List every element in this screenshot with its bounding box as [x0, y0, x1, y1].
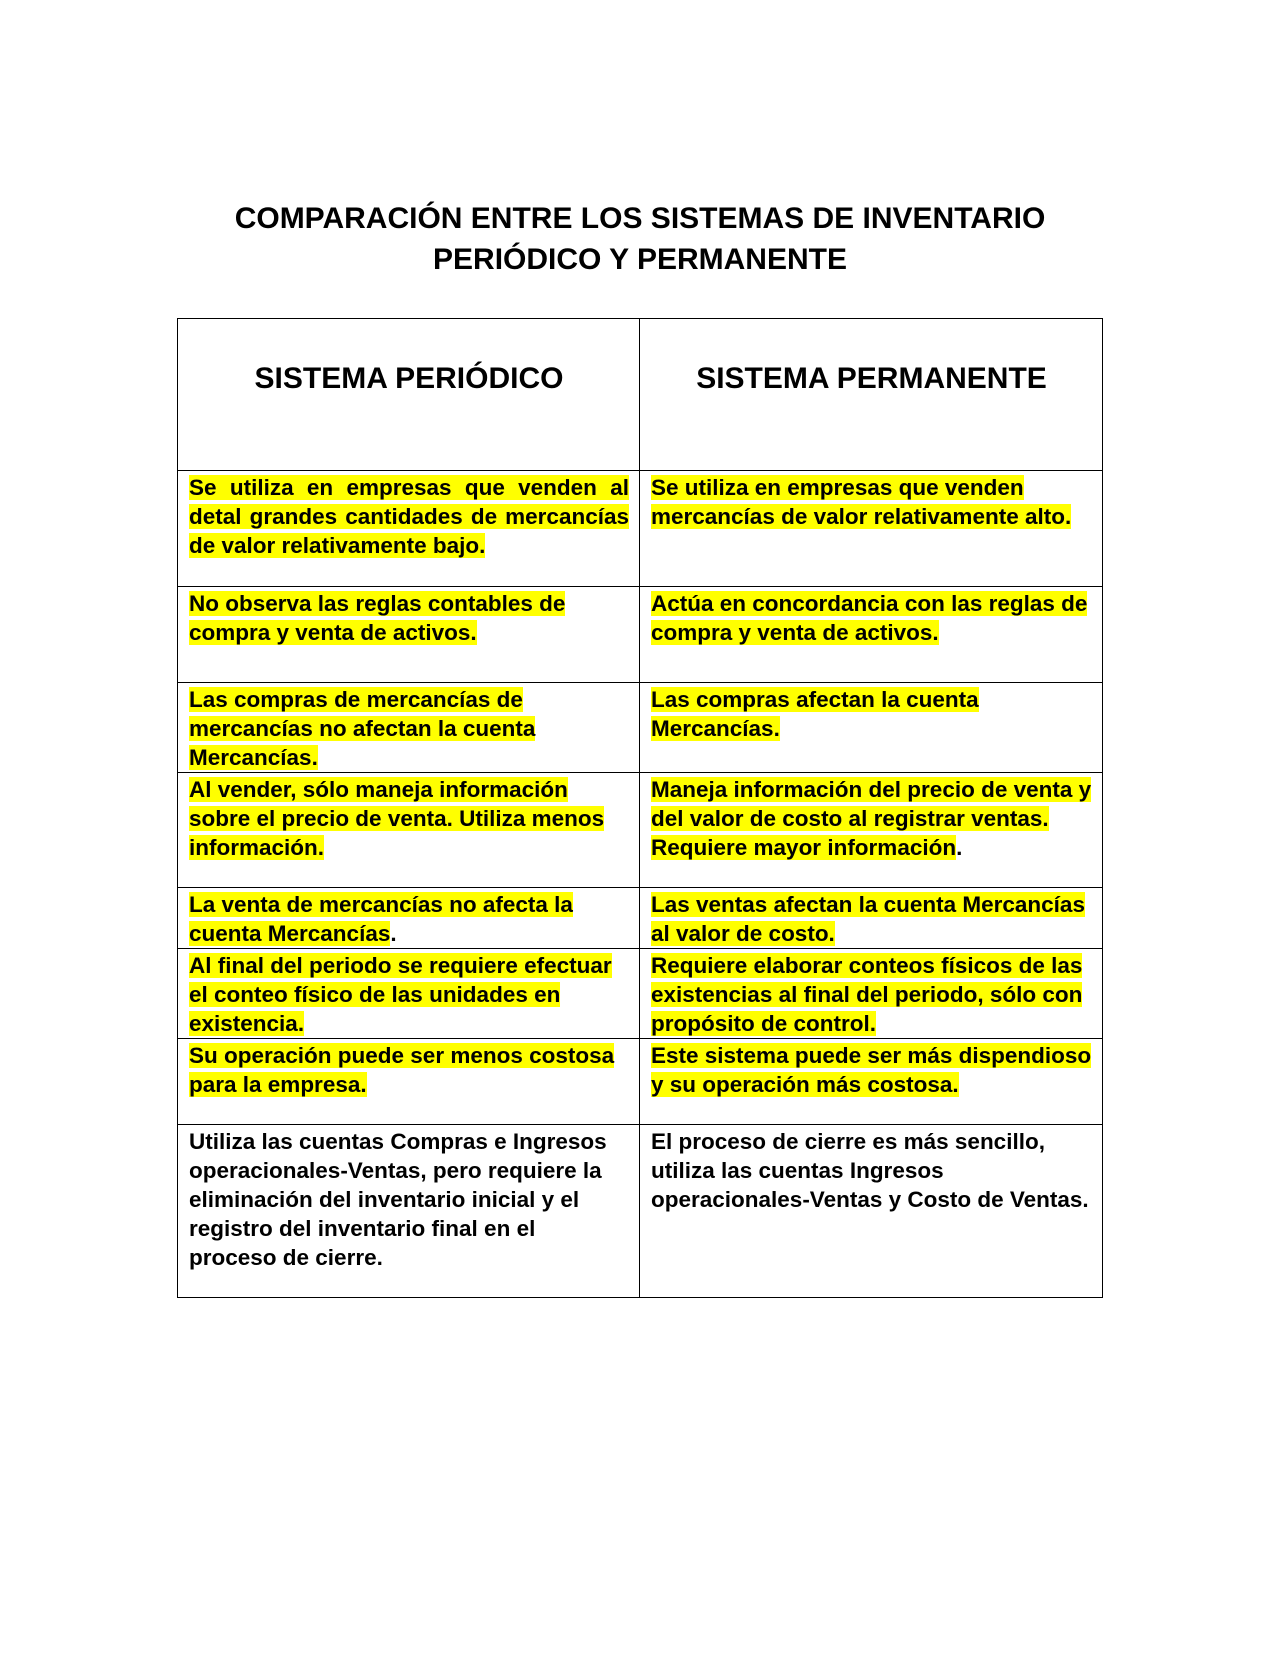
cell-periodico [178, 1125, 640, 1298]
cell-text: Al vender, sólo maneja información sobre el precio de venta. Utiliza menos información. [189, 777, 605, 860]
cell-text: Se utiliza en empresas que venden mercancías de valor relativamente alto. [651, 475, 1072, 529]
cell-text: Las compras de mercancías de mercancías no afectan la cuenta Mercancías. [189, 687, 536, 770]
comparison-table [177, 318, 1103, 1298]
header-periodico: SISTEMA PERIÓDICO [178, 319, 640, 471]
cell-text: Actúa en concordancia con las reglas de compra y venta de activos. [651, 591, 1088, 645]
cell-periodico [178, 773, 640, 888]
cell-text: Se utiliza en empresas que venden al detal grandes cantidades de mercancías de valor relativamente bajo. [189, 475, 629, 558]
cell-text: Las ventas afectan la cuenta Mercancías al valor de costo. [651, 892, 1085, 946]
cell-text: Su operación puede ser menos costosa para la empresa. [189, 1043, 615, 1097]
cell-periodico [178, 471, 640, 587]
cell-periodico [178, 587, 640, 683]
cell-text: El proceso de cierre es más sencillo, utiliza las cuentas Ingresos operacionales-Ventas y Costo de Ventas. [651, 1129, 1089, 1212]
cell-permanente [640, 773, 1103, 888]
cell-text: Al final del periodo se requiere efectuar el conteo físico de las unidades en existencia. [189, 953, 612, 1036]
cell-text: Las compras afectan la cuenta Mercancías. [651, 687, 979, 741]
table-row [178, 683, 1103, 773]
cell-text: No observa las reglas contables de compra y venta de activos. [189, 591, 566, 645]
cell-permanente [640, 587, 1103, 683]
cell-permanente [640, 1039, 1103, 1125]
header-permanente: SISTEMA PERMANENTE [640, 319, 1103, 471]
cell-text: Requiere elaborar conteos físicos de las existencias al final del periodo, sólo con propósito de control. [651, 953, 1083, 1036]
cell-permanente [640, 683, 1103, 773]
cell-periodico [178, 949, 640, 1039]
cell-periodico [178, 888, 640, 949]
cell-permanente [640, 471, 1103, 587]
cell-periodico [178, 1039, 640, 1125]
table-row [178, 1125, 1103, 1298]
table-row [178, 949, 1103, 1039]
cell-text-tail: . [956, 835, 963, 860]
cell-text-highlighted: La venta de mercancías no afecta la cuenta Mercancías [189, 892, 573, 946]
page-title [0, 198, 1280, 280]
cell-permanente [640, 1125, 1103, 1298]
title-line-2: PERIÓDICO Y PERMANENTE [433, 243, 847, 277]
cell-text: Utiliza las cuentas Compras e Ingresos operacionales-Ventas, pero requiere la eliminación del inventario inicial y el registro del inventario final en el proceso de cierre. [189, 1129, 607, 1270]
table-row [178, 471, 1103, 587]
header-row [178, 319, 1103, 471]
cell-permanente [640, 888, 1103, 949]
cell-text-highlighted: Maneja información del precio de venta y del valor de costo al registrar ventas. Requiere mayor información [651, 777, 1092, 860]
title-line-1: COMPARACIÓN ENTRE LOS SISTEMAS DE INVENTARIO [234, 202, 1046, 236]
cell-text: Este sistema puede ser más dispendioso y su operación más costosa. [651, 1043, 1092, 1097]
table-row [178, 888, 1103, 949]
table-row [178, 773, 1103, 888]
table-row [178, 587, 1103, 683]
table-row [178, 1039, 1103, 1125]
cell-text-tail: . [390, 921, 397, 946]
cell-periodico [178, 683, 640, 773]
cell-permanente [640, 949, 1103, 1039]
